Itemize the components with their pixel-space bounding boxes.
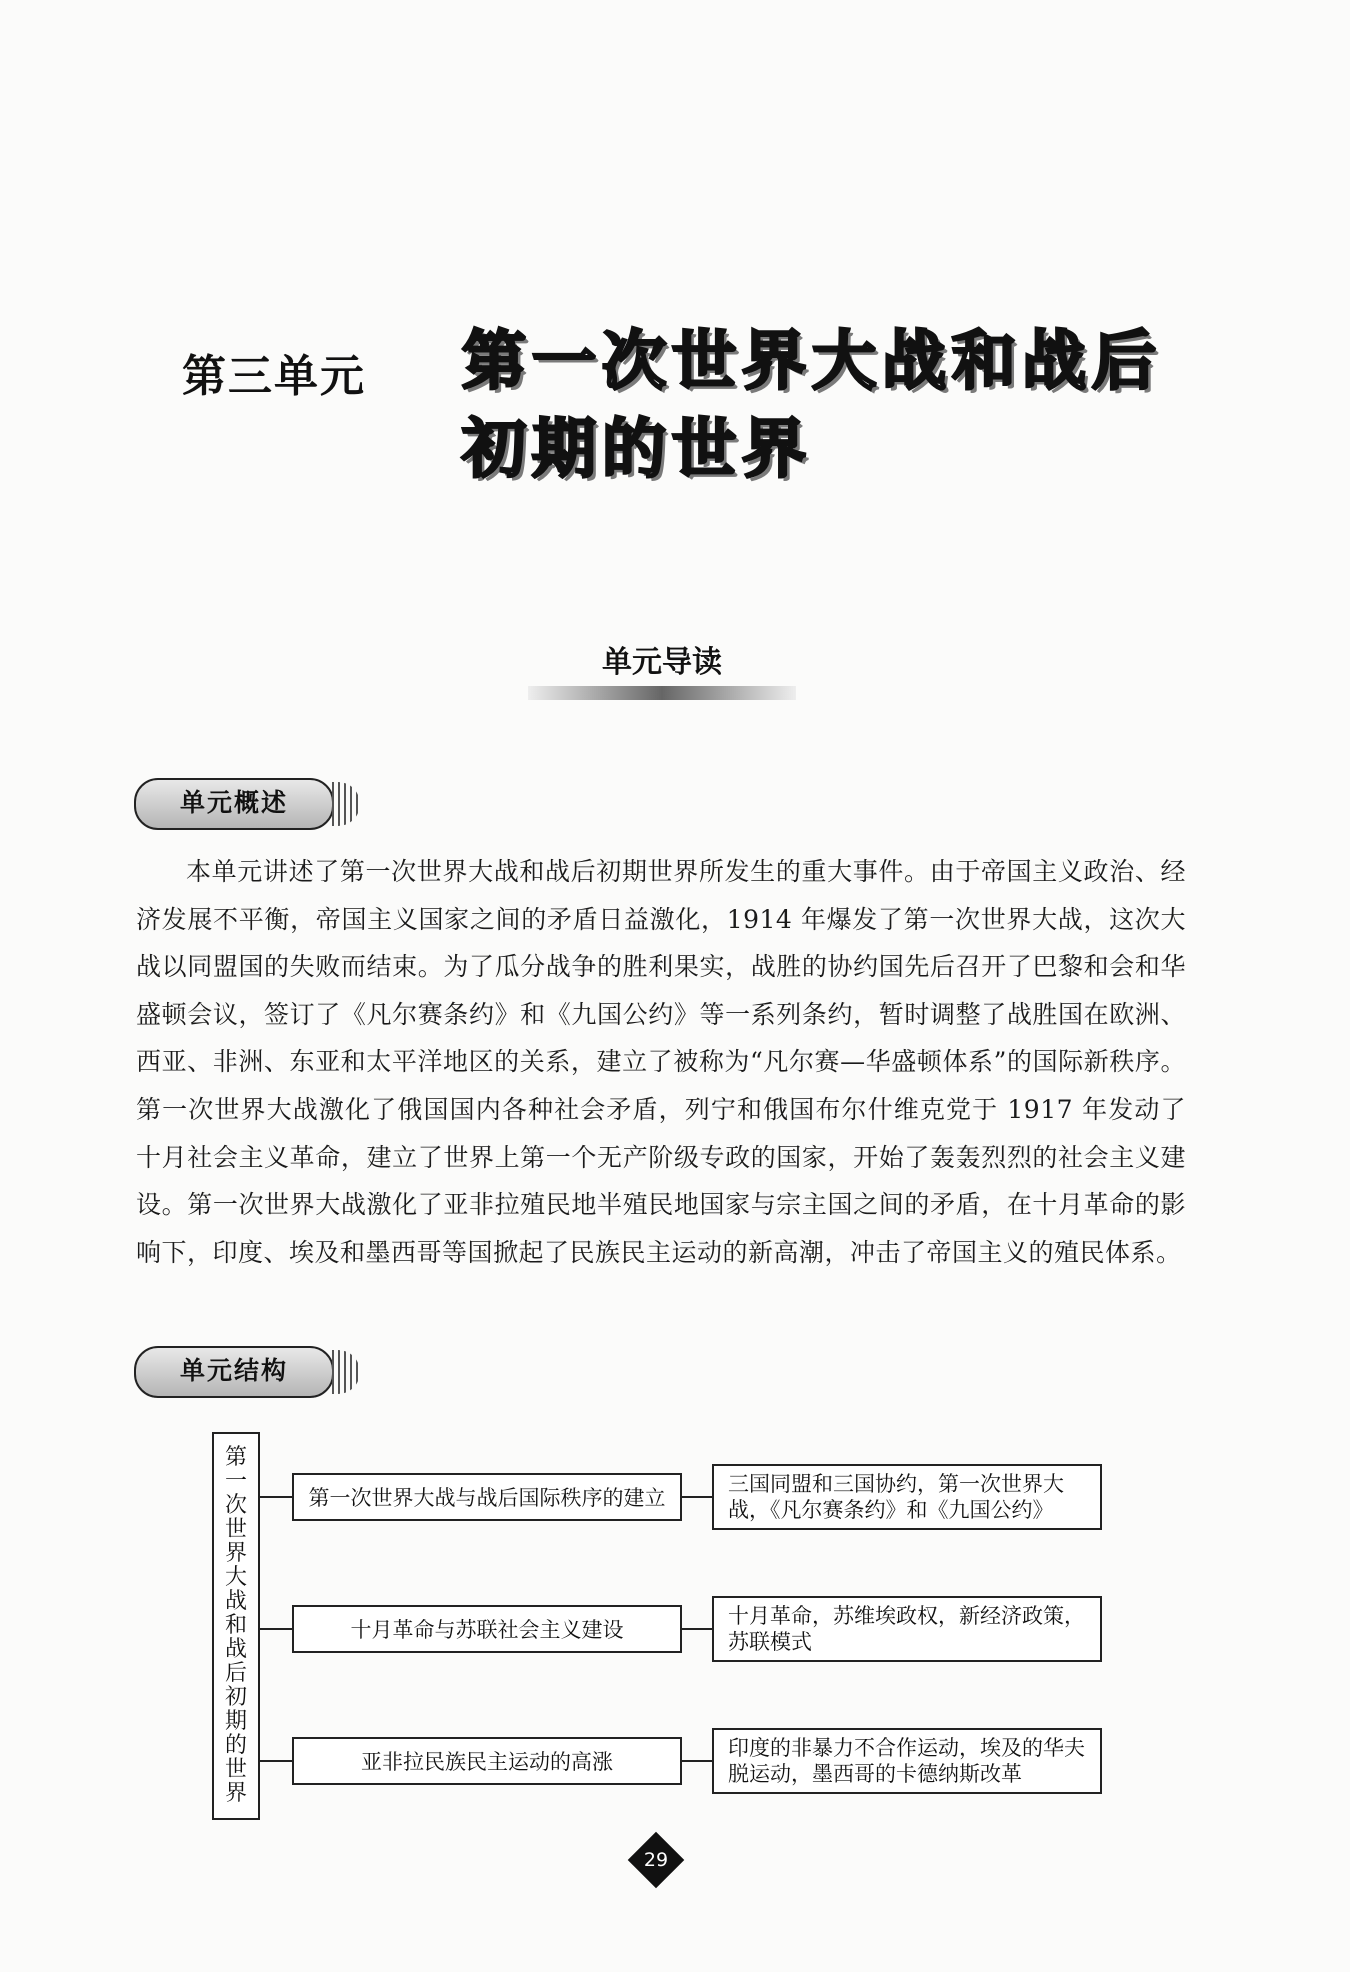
root-char: 战 bbox=[224, 1589, 247, 1614]
branch-detail-box: 印度的非暴力不合作运动，埃及的华夫脱运动，墨西哥的卡德纳斯改革 bbox=[712, 1728, 1102, 1794]
branch-detail-box: 十月革命，苏维埃政权，新经济政策，苏联模式 bbox=[712, 1596, 1102, 1662]
branch-topic-box: 亚非拉民族民主运动的高涨 bbox=[292, 1737, 682, 1785]
overview-section-pill: 单元概述 bbox=[134, 778, 334, 830]
unit-title: 第一次世界大战和战后初期的世界 bbox=[462, 325, 1162, 487]
branch-topic-box: 第一次世界大战与战后国际秩序的建立 bbox=[292, 1473, 682, 1521]
root-char: 界 bbox=[224, 1781, 247, 1806]
connector-line bbox=[260, 1628, 292, 1630]
root-char: 战 bbox=[224, 1637, 247, 1662]
root-char: 世 bbox=[224, 1757, 247, 1782]
root-char: 的 bbox=[224, 1733, 247, 1758]
branch-detail-box: 三国同盟和三国协约，第一次世界大战，《凡尔赛条约》和《九国公约》 bbox=[712, 1464, 1102, 1530]
overview-paragraph: 本单元讲述了第一次世界大战和战后初期世界所发生的重大事件。由于帝国主义政治、经济发展不平衡，帝国主义国家之间的矛盾日益激化，1914 年爆发了第一次世界大战，这次大战以同盟国的失败而结束。为了瓜分战争的胜利果实，战胜的协约国先后召开了巴黎和会和华盛顿会议，签订了《凡尔赛条约》和《九国公约》等一系列条约，暂时调整了战胜国在欧洲、西亚、非洲、东亚和太平洋地区的关系，建立了被称为“凡尔赛—华盛顿体系”的国际新秩序。第一次世界大战激化了俄国国内各种社会矛盾，列宁和俄国布尔什维克党于 1917 年发动了十月社会主义革命，建立了世界上第一个无产阶级专政的国家，开始了轰轰烈烈的社会主义建设。第一次世界大战激化了亚非拉殖民地半殖民地国家与宗主国之间的矛盾，在十月革命的影响下，印度、埃及和墨西哥等国掀起了民族民主运动的新高潮，冲击了帝国主义的殖民体系。 bbox=[136, 857, 1186, 1267]
root-char: 次 bbox=[224, 1493, 247, 1518]
connector-line bbox=[260, 1760, 292, 1762]
root-char: 和 bbox=[224, 1613, 247, 1638]
structure-root-box bbox=[212, 1432, 260, 1820]
root-char: 世 bbox=[224, 1517, 247, 1542]
root-char: 后 bbox=[224, 1661, 247, 1686]
connector-line bbox=[260, 1496, 292, 1498]
page-number: 29 bbox=[643, 1849, 669, 1871]
structure-section-pill: 单元结构 bbox=[134, 1346, 334, 1398]
connector-line bbox=[682, 1496, 712, 1498]
unit-guide-heading-text: 单元导读 bbox=[602, 645, 722, 680]
branch-topic-box: 十月革命与苏联社会主义建设 bbox=[292, 1605, 682, 1653]
unit-guide-heading bbox=[528, 640, 796, 700]
root-char: 界 bbox=[224, 1541, 247, 1566]
root-char: 初 bbox=[224, 1685, 247, 1710]
root-char: 一 bbox=[224, 1469, 247, 1494]
root-char: 期 bbox=[224, 1709, 247, 1734]
unit-guide-underline-bar bbox=[528, 686, 796, 700]
connector-line bbox=[682, 1760, 712, 1762]
connector-line bbox=[682, 1628, 712, 1630]
root-char: 大 bbox=[224, 1565, 247, 1590]
root-char: 第 bbox=[224, 1445, 247, 1470]
unit-label: 第三单元 bbox=[182, 351, 366, 402]
